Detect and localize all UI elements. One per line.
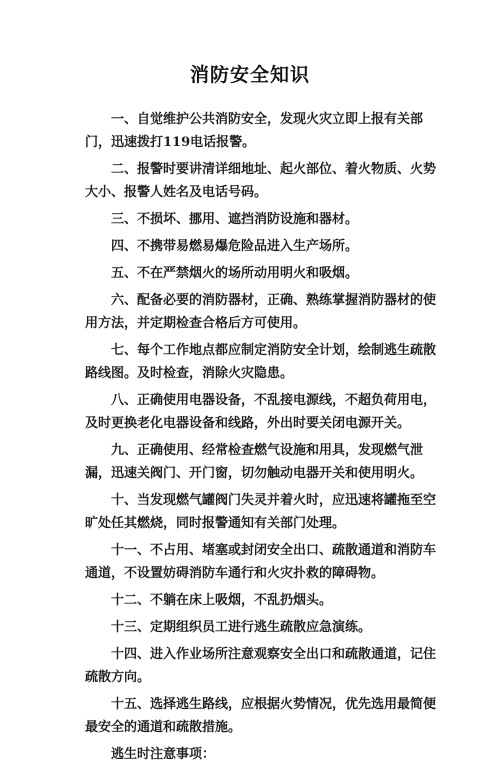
paragraph-1: 一、自觉维护公共消防安全，发现火灾立即上报有关部门，迅速拨打119电话报警。 (85, 112, 424, 150)
paragraph-2: 二、报警时要讲清详细地址、起火部位、着火物质、火势大小、报警人姓名及电话号码。 (85, 162, 437, 200)
paragraph-10: 十、当发现燃气罐阀门失灵并着火时，应迅速将罐拖至空旷处任其燃烧，同时报警通知有关部门处理。 (85, 493, 437, 531)
escape-notes-heading: 逃生时注意事项： (111, 747, 216, 762)
paragraph-14: 十四、进入作业场所注意观察安全出口和疏散通道，记住疏散方向。 (85, 647, 437, 685)
paragraph-12: 十二、不躺在床上吸烟，不乱扔烟头。 (111, 593, 333, 608)
paragraph-3: 三、不损坏、挪用、遮挡消防设施和器材。 (111, 212, 359, 227)
paragraph-11: 十一、不占用、堵塞或封闭安全出口、疏散通道和消防车通道，不设置妨碍消防车通行和火灾扑救的障碍物。 (85, 543, 437, 581)
paragraph-7: 七、每个工作地点都应制定消防安全计划，绘制逃生疏散路线图。及时检查，消除火灾隐患。 (85, 343, 437, 381)
page-title: 消防安全知识 (189, 64, 310, 86)
paragraph-6: 六、配备必要的消防器材，正确、熟练掌握消防器材的使用方法，并定期检查合格后方可使用。 (85, 293, 437, 331)
paragraph-5: 五、不在严禁烟火的场所动用明火和吸烟。 (111, 266, 359, 281)
paragraph-15: 十五、选择逃生路线，应根据火势情况，优先选用最简便最安全的通道和疏散措施。 (85, 697, 437, 735)
document-body (85, 108, 437, 766)
paragraph-8: 八、正确使用电器设备，不乱接电源线，不超负荷用电，及时更换老化电器设备和线路，外出时要关闭电源开关。 (85, 393, 437, 431)
paragraph-13: 十三、定期组织员工进行逃生疏散应急演练。 (111, 620, 372, 635)
paragraph-4: 四、不携带易燃易爆危险品进入生产场所。 (111, 239, 359, 254)
paragraph-9: 九、正确使用、经常检查燃气设施和用具，发现燃气泄漏，迅速关阀门、开门窗，切勿触动电器开关和使用明火。 (85, 443, 424, 481)
